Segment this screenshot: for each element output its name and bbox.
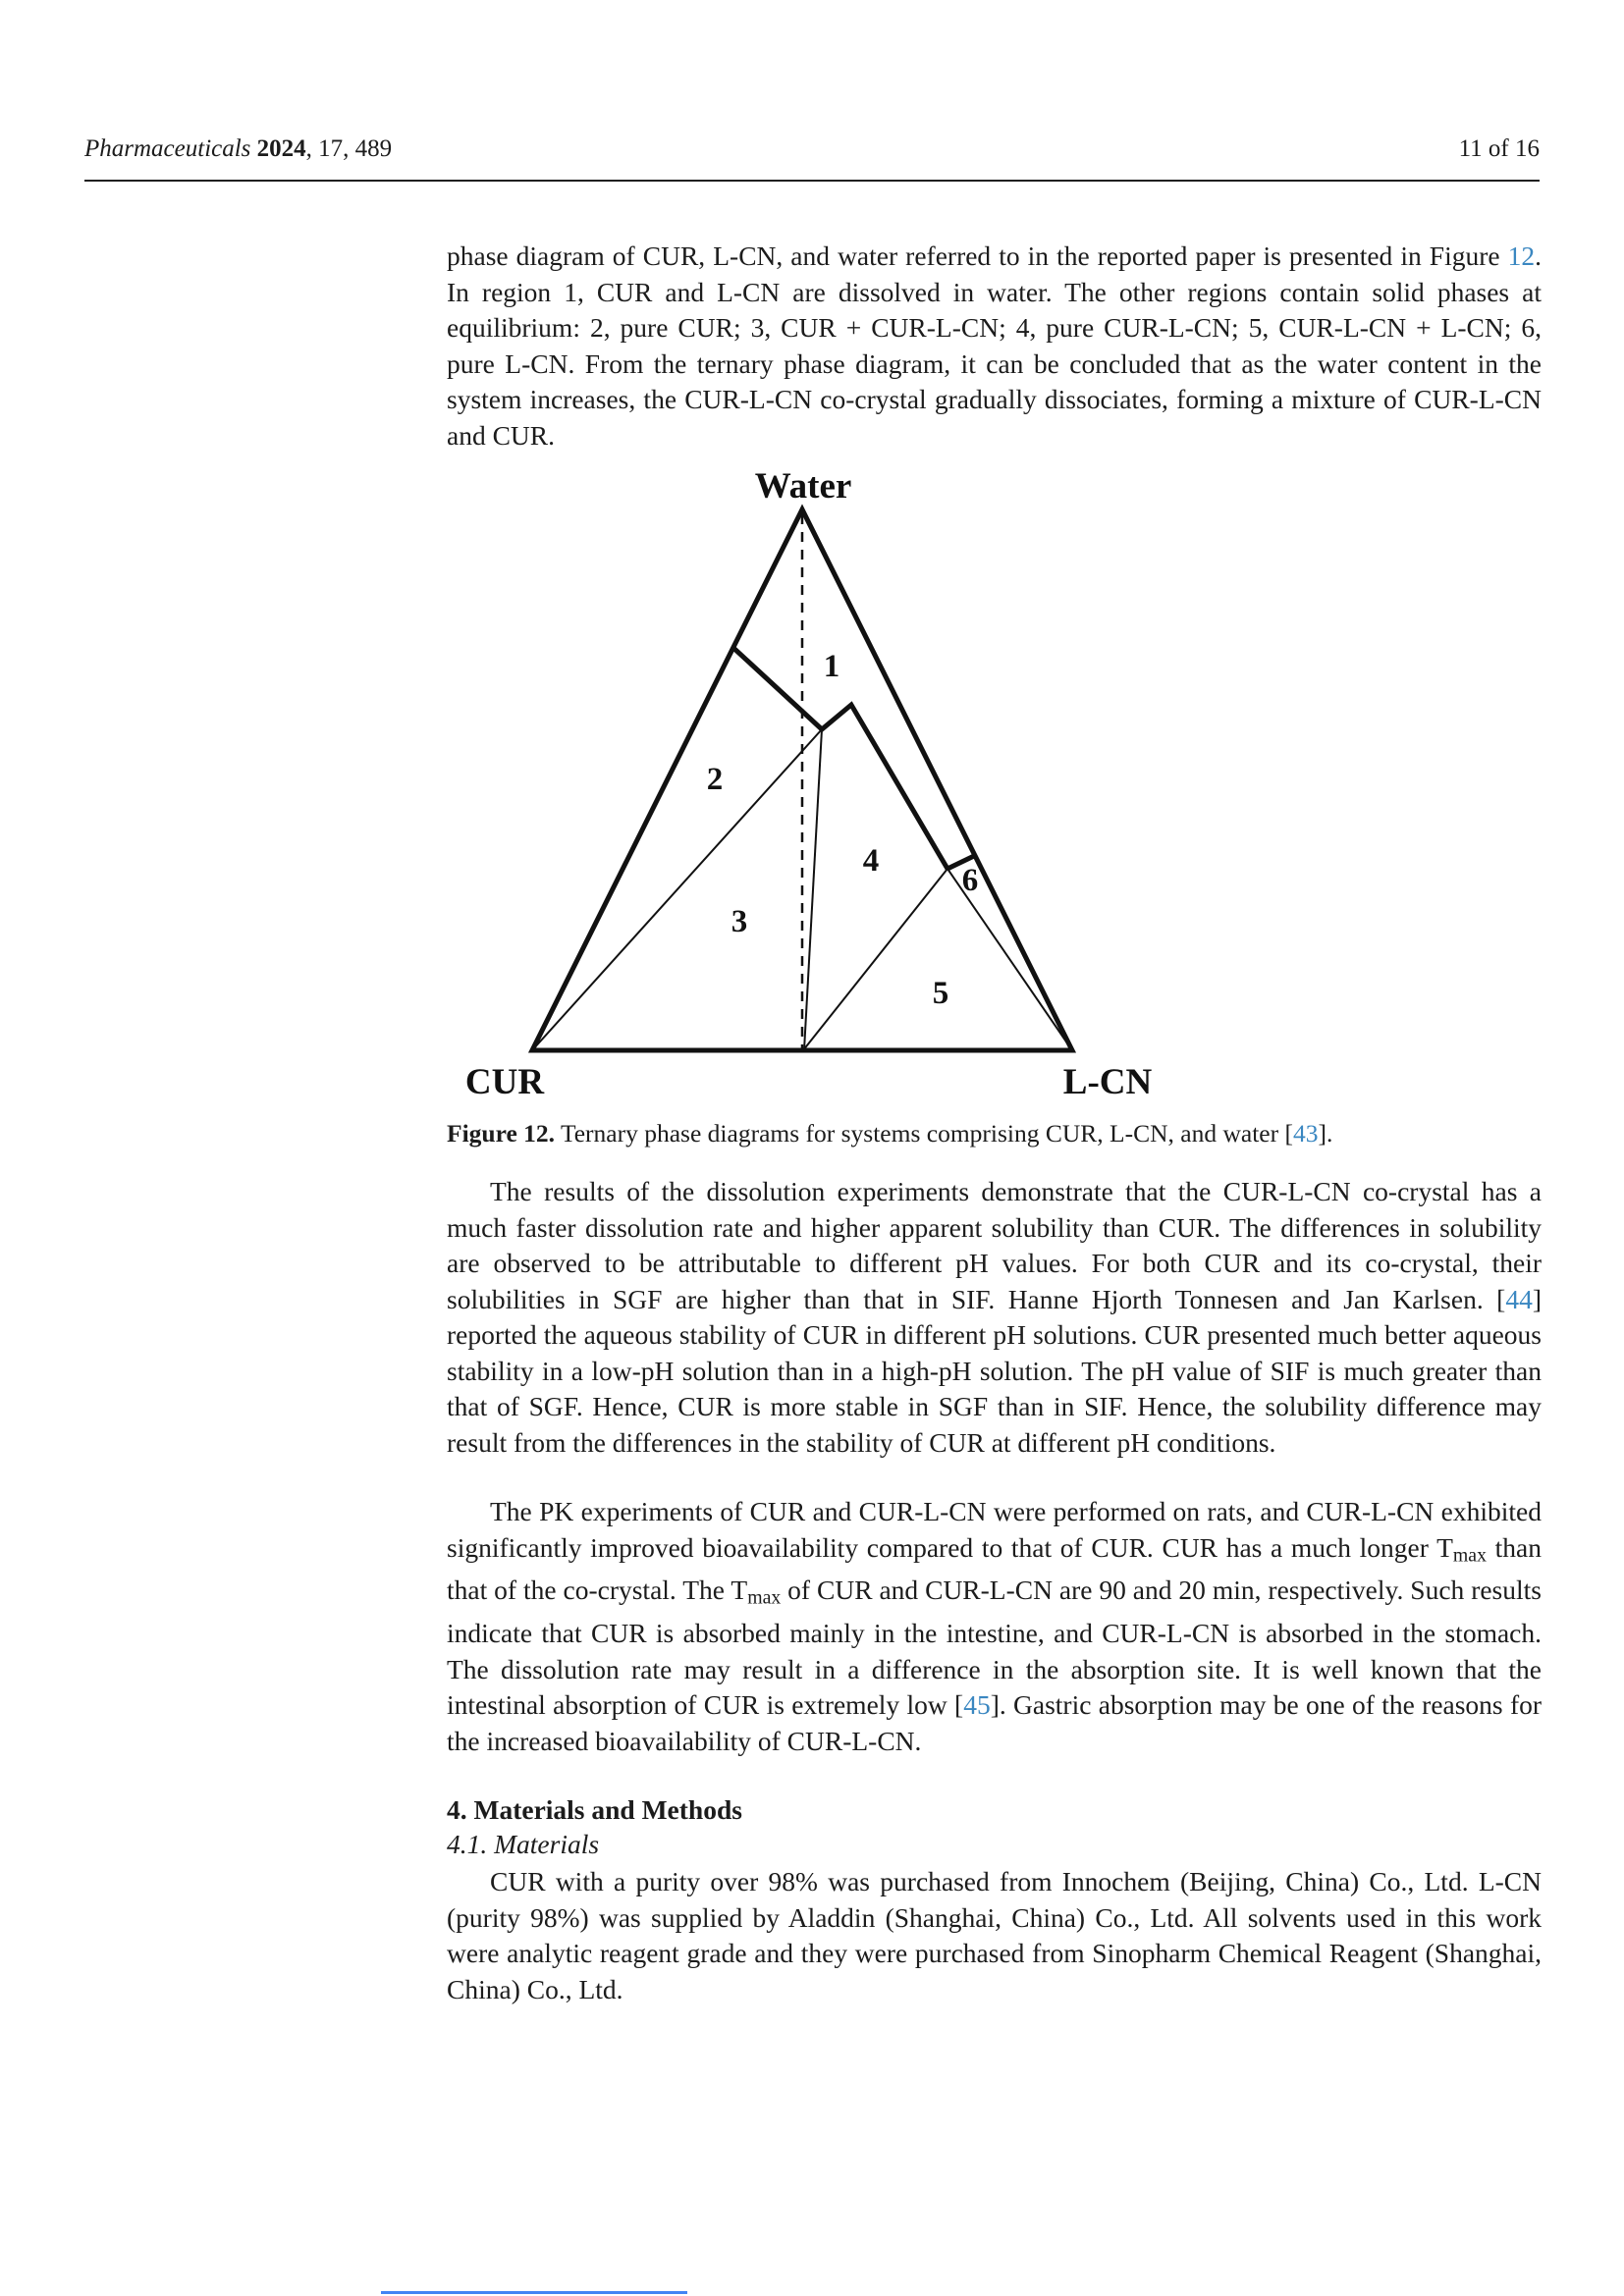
bottom-blue-line (381, 2291, 687, 2294)
thick-phase-boundary (733, 648, 947, 869)
vertex-label-cur: CUR (464, 1062, 545, 1102)
journal-name: Pharmaceuticals (84, 135, 251, 162)
paragraph-pk-experiments (447, 1494, 1542, 1759)
subsection-heading-materials: 4.1. Materials (447, 1829, 600, 1859)
text-segment: ]. (1318, 1119, 1333, 1148)
text-segment: of CUR and CUR-L-CN are 90 and 20 min, respectively. Such results indicate that CUR is absorbed mainly in the intestine, and CUR-L-CN is absorbed in the stomach. The dissolution rate may result in a difference in the absorption site. It is well known that the intestinal absorption of CUR is extremely low [ (447, 1575, 1542, 1721)
region-label-2: 2 (706, 762, 724, 797)
journal-volume-pages: , 17, 489 (305, 135, 393, 162)
paragraph-phase-diagram (447, 239, 1542, 454)
text-segment: than that of the co-crystal. The T (447, 1531, 1542, 1606)
section-heading-materials-methods: 4. Materials and Methods (447, 1794, 742, 1825)
paragraph-dissolution-results (447, 1174, 1542, 1461)
citation-link[interactable]: 43 (1292, 1119, 1319, 1148)
vertex-label-lcn: L-CN (1062, 1062, 1153, 1102)
text-segment: . In region 1, CUR and L-CN are dissolved in water. The other regions contain solid phases at equilibrium: 2, pure CUR; 3, CUR + CUR-L-CN; 4, pure CUR-L-CN; 5, CUR-L-CN + L-CN; 6, pure L-CN. From the ternary phase diagram, it can be concluded that as the water content in the system increases, the CUR-L-CN co-crystal gradually dissociates, forming a mixture of CUR-L-CN and CUR. (447, 240, 1542, 451)
paragraph-materials (447, 1864, 1542, 2007)
text-segment: phase diagram of CUR, L-CN, and water referred to in the reported paper is presented in Figure (447, 240, 1508, 271)
journal-year: 2024 (256, 135, 306, 162)
page-header (84, 135, 1540, 163)
region-label-1: 1 (823, 649, 840, 684)
region-label-3: 3 (731, 904, 748, 939)
journal-reference (84, 135, 392, 163)
citation-link[interactable]: 12 (1507, 240, 1536, 271)
region-label-6: 6 (961, 863, 979, 898)
region-label-4: 4 (862, 843, 880, 879)
boundary-region3-4 (804, 729, 822, 1050)
figure-caption (447, 1118, 1542, 1149)
text-segment: Figure 12. (447, 1119, 556, 1148)
text-segment: ]. Gastric absorption may be one of the reasons for the increased bioavailability of CUR-L-CN. (447, 1689, 1543, 1756)
text-segment: CUR with a purity over 98% was purchased from Innochem (Beijing, China) Co., Ltd. L-CN (purity 98%) was supplied by Aladdin (Shanghai, China) Co., Ltd. All solvents used in this work were analytic reagent grade and they were purchased from Sinopharm Chemical Reagent (Shanghai, China) Co., Ltd. (447, 1866, 1542, 2004)
boundary-region2-3 (532, 729, 822, 1050)
ternary-phase-diagram (432, 454, 1229, 1103)
header-rule (84, 180, 1540, 182)
citation-link[interactable]: 45 (963, 1689, 991, 1721)
text-segment: The results of the dissolution experiments demonstrate that the CUR-L-CN co-crystal has a much faster dissolution rate and higher apparent solubility than CUR. The differences in solubility are observed to be attributable to different pH values. For both CUR and its co-crystal, their solubilities in SGF are higher than that in SIF. Hanne Hjorth Tonnesen and Jan Karlsen. [ (447, 1176, 1542, 1314)
text-segment: The PK experiments of CUR and CUR-L-CN were performed on rats, and CUR-L-CN exhibited significantly improved bioavailability compared to that of CUR. CUR has a much longer T (447, 1496, 1542, 1563)
citation-link[interactable]: 44 (1505, 1283, 1533, 1314)
text-segment: Ternary phase diagrams for systems comprising CUR, L-CN, and water [ (555, 1119, 1293, 1148)
text-segment: max (1452, 1543, 1487, 1566)
boundary-region4-5 (803, 869, 947, 1050)
text-segment: ] reported the aqueous stability of CUR in different pH solutions. CUR presented much better aqueous stability in a low-pH solution than in a high-pH solution. The pH value of SIF is much greater than that of SGF. Hence, CUR is more stable in SGF than in SIF. Hence, the solubility difference may result from the differences in the stability of CUR at different pH conditions. (447, 1283, 1542, 1458)
region-label-5: 5 (932, 976, 949, 1011)
text-segment: max (747, 1586, 782, 1609)
vertex-label-water: Water (754, 466, 852, 507)
page-number: 11 of 16 (1458, 135, 1540, 162)
